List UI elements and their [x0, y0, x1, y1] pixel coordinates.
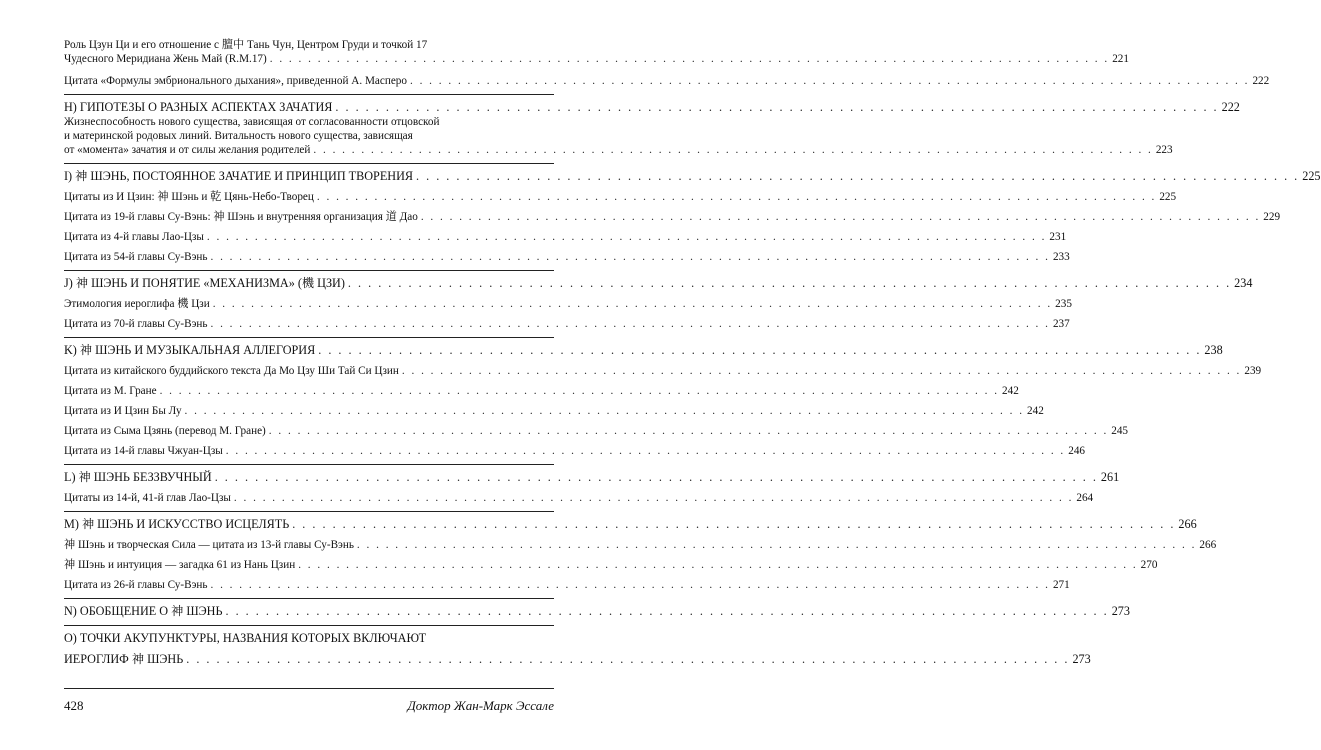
page-ref: 238 — [1204, 343, 1223, 357]
toc-entry: Цитата из Сыма Цзянь (перевод М. Гране) . . . 245 — [64, 424, 554, 438]
section-heading-k: K) 神 ШЭНЬ И МУЗЫКАЛЬНАЯ АЛЛЕГОРИЯ . . . 238 — [64, 343, 554, 358]
toc-entry: Цитата из 19-й главы Су-Вэнь: 神 Шэнь и внутренняя организация 道 Дао . . . 229 — [64, 210, 554, 224]
page-ref: 266 — [1178, 517, 1197, 531]
section-heading-i: I) 神 ШЭНЬ, ПОСТОЯННОЕ ЗАЧАТИЕ И ПРИНЦИП ТВОРЕНИЯ . . . 225 — [64, 169, 554, 184]
page-footer — [64, 698, 554, 714]
toc-entry: Цитата из М. Гране . . . 242 — [64, 384, 554, 398]
toc-entry: 神 Шэнь и творческая Сила — цитата из 13-й главы Су-Вэнь . . . 266 — [64, 538, 554, 552]
page-ref: 225 — [1302, 169, 1321, 183]
page-ref: 231 — [1049, 231, 1067, 243]
page-ref: 222 — [1252, 75, 1270, 87]
toc-entry: Роль Цзун Ци и его отношение с 膻中 Тань Чун, Центром Груди и точкой 17 — [64, 39, 428, 51]
page-ref: 221 — [1112, 53, 1129, 65]
page-ref: 261 — [1100, 470, 1120, 484]
toc-entry: Цитата из 70-й главы Су-Вэнь . . . 237 — [64, 317, 554, 331]
page-number: 428 — [64, 698, 84, 713]
section-divider — [64, 598, 554, 599]
section-divider — [64, 625, 554, 626]
toc-entry: Цитата из китайского буддийского текста Да Мо Цзу Ши Тай Си Цзин . . . 239 — [64, 364, 554, 378]
page-ref: 245 — [1111, 425, 1129, 437]
page-ref: 266 — [1199, 539, 1217, 551]
page-ref: 264 — [1076, 492, 1094, 504]
page-ref: 234 — [1234, 276, 1253, 290]
page-ref: 273 — [1111, 604, 1130, 618]
section-divider — [64, 94, 554, 95]
page-ref: 270 — [1140, 559, 1158, 571]
page-ref: 237 — [1052, 318, 1070, 330]
section-divider — [64, 511, 554, 512]
toc-entry: Цитата из 54-й главы Су-Вэнь . . . 233 — [64, 250, 554, 264]
section-heading-n: N) ОБОБЩЕНИЕ О 神 ШЭНЬ . . . 273 — [64, 604, 554, 619]
toc-entry: Жизнеспособность нового существа, зависящая от согласованности отцовской — [64, 116, 440, 128]
page-ref: 222 — [1221, 100, 1240, 114]
page-ref: 235 — [1055, 298, 1072, 310]
toc-entry: Цитаты из И Цзин: 神 Шэнь и 乾 Цянь-Небо-Творец . . . 225 — [64, 190, 554, 204]
toc-entry: и материнской родовых линий. Витальность нового существа, зависящая — [64, 130, 413, 142]
section-heading-l: L) 神 ШЭНЬ БЕЗЗВУЧНЫЙ . . . 261 — [64, 470, 554, 485]
page-ref: 242 — [1002, 385, 1019, 397]
toc-entry: Цитата из 4-й главы Лао-Цзы . . . 231 — [64, 230, 554, 244]
toc-entry: Этимология иероглифа 機 Цзи . . . 235 — [64, 297, 554, 311]
page-ref: 229 — [1263, 211, 1281, 223]
page-ref: 225 — [1159, 191, 1177, 203]
page-ref: 246 — [1068, 445, 1085, 457]
toc-entry: Чудесного Меридиана Жень Май (R.M.17) . . . 221 — [64, 52, 554, 66]
section-divider — [64, 337, 554, 338]
page-ref: 273 — [1072, 652, 1091, 666]
running-author: Доктор Жан-Марк Эссале — [407, 698, 554, 713]
section-heading-h: H) ГИПОТЕЗЫ О РАЗНЫХ АСПЕКТАХ ЗАЧАТИЯ . . . 222 — [64, 100, 554, 115]
page-ref: 242 — [1027, 405, 1044, 417]
section-heading-j: J) 神 ШЭНЬ И ПОНЯТИЕ «МЕХАНИЗМА» (機 ЦЗИ) . . . 234 — [64, 276, 554, 291]
page-ref: 239 — [1244, 365, 1262, 377]
toc-entry: Цитата из И Цзин Бы Лу . . . 242 — [64, 404, 554, 418]
section-heading-m: M) 神 ШЭНЬ И ИСКУССТВО ИСЦЕЛЯТЬ . . . 266 — [64, 517, 554, 532]
toc-entry: Цитата из 26-й главы Су-Вэнь . . . 271 — [64, 578, 554, 592]
page-ref: 271 — [1052, 579, 1070, 591]
section-divider — [64, 163, 554, 164]
page-ref: 223 — [1155, 144, 1173, 156]
section-divider — [64, 464, 554, 465]
section-divider — [64, 270, 554, 271]
page-ref: 233 — [1052, 251, 1070, 263]
toc-entry: 神 Шэнь и интуиция — загадка 61 из Нань Цзин . . . 270 — [64, 558, 554, 572]
footer-rule — [64, 688, 554, 689]
toc-entry: Цитата из 14-й главы Чжуан-Цзы . . . 246 — [64, 444, 554, 458]
section-heading-o-cont: ИЕРОГЛИФ 神 ШЭНЬ . . . 273 — [64, 652, 554, 667]
section-heading-o: O) ТОЧКИ АКУПУНКТУРЫ, НАЗВАНИЯ КОТОРЫХ ВКЛЮЧАЮТ — [64, 631, 427, 645]
toc-entry: от «момента» зачатия и от силы желания родителей . . . 223 — [64, 143, 554, 157]
toc-entry: Цитата «Формулы эмбрионального дыхания», приведенной А. Масперо . . . 222 — [64, 74, 554, 88]
toc-entry: Цитаты из 14-й, 41-й глав Лао-Цзы . . . 264 — [64, 491, 554, 505]
toc-list — [64, 38, 1321, 667]
